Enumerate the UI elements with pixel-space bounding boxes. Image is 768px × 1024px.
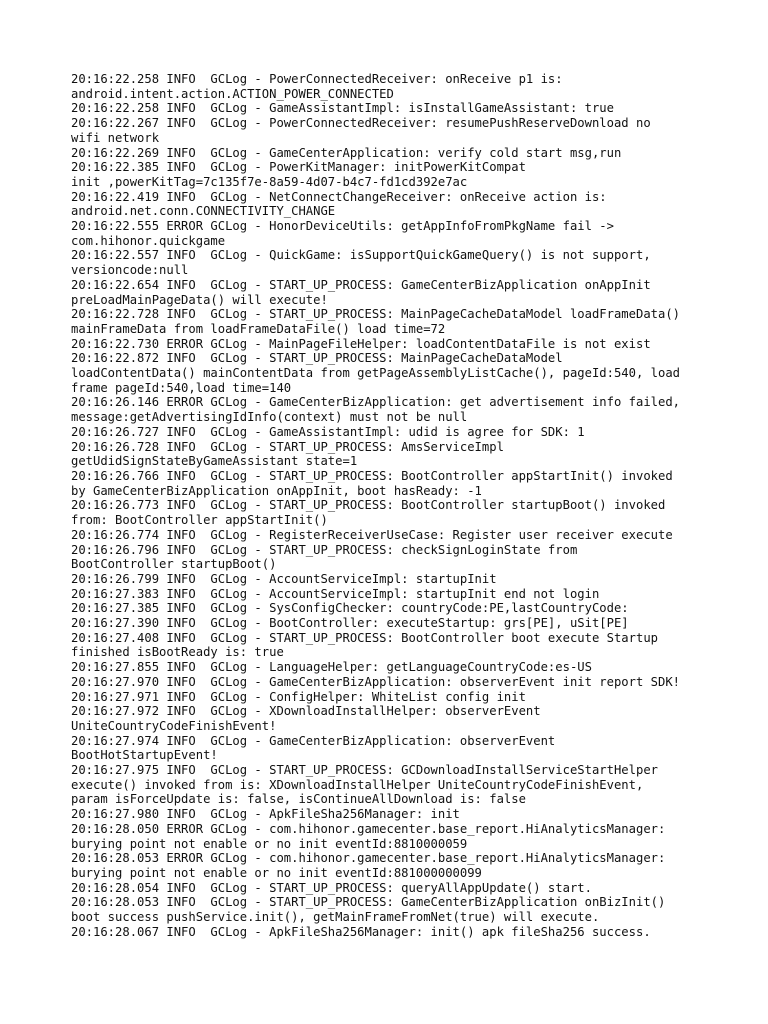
log-line: 20:16:26.766 INFO GCLog - START_UP_PROCESS: BootController appStartInit() invoked [71, 468, 673, 483]
log-line: 20:16:28.067 INFO GCLog - ApkFileSha256Manager: init() apk fileSha256 success. [71, 924, 651, 939]
log-line: execute() invoked from is: XDownloadInstallHelper UniteCountryCodeFinishEvent, [71, 777, 644, 792]
log-line: com.hihonor.quickgame [71, 233, 226, 248]
log-line: 20:16:27.974 INFO GCLog - GameCenterBizApplication: observerEvent [71, 733, 556, 748]
log-line: finished isBootReady is: true [71, 645, 284, 660]
log-line: from: BootController appStartInit() [71, 513, 328, 528]
log-line: 20:16:22.419 INFO GCLog - NetConnectChangeReceiver: onReceive action is: [71, 189, 607, 204]
log-line: burying point not enable or no init eventId:8810000059 [71, 836, 468, 851]
log-line: 20:16:27.971 INFO GCLog - ConfigHelper: WhiteList config init [71, 689, 526, 704]
log-line: 20:16:28.053 INFO GCLog - START_UP_PROCESS: GameCenterBizApplication onBizInit() [71, 895, 666, 910]
log-line: 20:16:27.408 INFO GCLog - START_UP_PROCESS: BootController boot execute Startup [71, 630, 658, 645]
log-line: init ,powerKitTag=7c135f7e-8a59-4d07-b4c7-fd1cd392e7ac [71, 174, 468, 189]
log-line: 20:16:27.975 INFO GCLog - START_UP_PROCESS: GCDownloadInstallServiceStartHelper [71, 763, 658, 778]
log-line: 20:16:22.267 INFO GCLog - PowerConnectedReceiver: resumePushReserveDownload no [71, 116, 651, 131]
log-line: getUdidSignStateByGameAssistant state=1 [71, 454, 358, 469]
log-line: 20:16:27.980 INFO GCLog - ApkFileSha256Manager: init [71, 807, 460, 822]
log-line: 20:16:27.972 INFO GCLog - XDownloadInstallHelper: observerEvent [71, 704, 541, 719]
log-line: mainFrameData from loadFrameDataFile() load time=72 [71, 321, 446, 336]
log-line: message:getAdvertisingIdInfo(context) must not be null [71, 410, 468, 425]
log-line: 20:16:22.269 INFO GCLog - GameCenterApplication: verify cold start msg,run [71, 145, 622, 160]
log-line: 20:16:27.385 INFO GCLog - SysConfigChecker: countryCode:PE,lastCountryCode: [71, 601, 629, 616]
log-line: 20:16:22.728 INFO GCLog - START_UP_PROCESS: MainPageCacheDataModel loadFrameData() [71, 307, 681, 322]
log-line: 20:16:22.557 INFO GCLog - QuickGame: isSupportQuickGameQuery() is not support, [71, 248, 651, 263]
log-line: 20:16:22.730 ERROR GCLog - MainPageFileHelper: loadContentDataFile is not exist [71, 336, 651, 351]
log-line: 20:16:26.796 INFO GCLog - START_UP_PROCESS: checkSignLoginState from [71, 542, 578, 557]
log-line: loadContentData() mainContentData from getPageAssemblyListCache(), pageId:540, load [71, 366, 681, 381]
log-line: 20:16:27.970 INFO GCLog - GameCenterBizApplication: observerEvent init report SDK! [71, 674, 681, 689]
log-line: 20:16:22.258 INFO GCLog - GameAssistantImpl: isInstallGameAssistant: true [71, 101, 614, 116]
log-line: 20:16:22.385 INFO GCLog - PowerKitManager: initPowerKitCompat [71, 160, 526, 175]
log-line: versioncode:null [71, 263, 189, 278]
log-line: UniteCountryCodeFinishEvent! [71, 718, 277, 733]
log-line: 20:16:26.728 INFO GCLog - START_UP_PROCESS: AmsServiceImpl [71, 439, 504, 454]
log-line: 20:16:22.654 INFO GCLog - START_UP_PROCESS: GameCenterBizApplication onAppInit [71, 277, 651, 292]
log-line: boot success pushService.init(), getMainFrameFromNet(true) will execute. [71, 910, 600, 925]
log-line: param isForceUpdate is: false, isContinueAllDownload is: false [71, 792, 526, 807]
log-line: 20:16:26.146 ERROR GCLog - GameCenterBizApplication: get advertisement info failed, [71, 395, 681, 410]
log-line: android.intent.action.ACTION_POWER_CONNECTED [71, 86, 394, 101]
log-text-block [71, 72, 761, 939]
log-line: 20:16:26.799 INFO GCLog - AccountServiceImpl: startupInit [71, 571, 497, 586]
log-line: 20:16:22.872 INFO GCLog - START_UP_PROCESS: MainPageCacheDataModel [71, 351, 563, 366]
log-line: 20:16:28.054 INFO GCLog - START_UP_PROCESS: queryAllAppUpdate() start. [71, 880, 592, 895]
log-line: wifi network [71, 130, 160, 145]
log-line: android.net.conn.CONNECTIVITY_CHANGE [71, 204, 336, 219]
log-line: 20:16:26.727 INFO GCLog - GameAssistantImpl: udid is agree for SDK: 1 [71, 424, 585, 439]
log-line: 20:16:22.555 ERROR GCLog - HonorDeviceUtils: getAppInfoFromPkgName fail -> [71, 219, 614, 234]
log-line: BootHotStartupEvent! [71, 748, 218, 763]
log-line: by GameCenterBizApplication onAppInit, boot hasReady: -1 [71, 483, 482, 498]
log-line: 20:16:27.390 INFO GCLog - BootController: executeStartup: grs[PE], uSit[PE] [71, 616, 629, 631]
log-line: 20:16:28.050 ERROR GCLog - com.hihonor.gamecenter.base_report.HiAnalyticsManager: [71, 821, 666, 836]
log-line: burying point not enable or no init eventId:881000000099 [71, 865, 482, 880]
log-line: 20:16:22.258 INFO GCLog - PowerConnectedReceiver: onReceive p1 is: [71, 72, 563, 86]
log-line: 20:16:26.774 INFO GCLog - RegisterReceiverUseCase: Register user receiver execute [71, 527, 673, 542]
log-line: 20:16:27.855 INFO GCLog - LanguageHelper: getLanguageCountryCode:es-US [71, 660, 592, 675]
log-line: BootController startupBoot() [71, 557, 277, 572]
log-line: preLoadMainPageData() will execute! [71, 292, 328, 307]
log-line: 20:16:28.053 ERROR GCLog - com.hihonor.gamecenter.base_report.HiAnalyticsManager: [71, 851, 666, 866]
log-line: 20:16:27.383 INFO GCLog - AccountServiceImpl: startupInit end not login [71, 586, 600, 601]
log-line: 20:16:26.773 INFO GCLog - START_UP_PROCESS: BootController startupBoot() invoked [71, 498, 666, 513]
log-line: frame pageId:540,load time=140 [71, 380, 292, 395]
